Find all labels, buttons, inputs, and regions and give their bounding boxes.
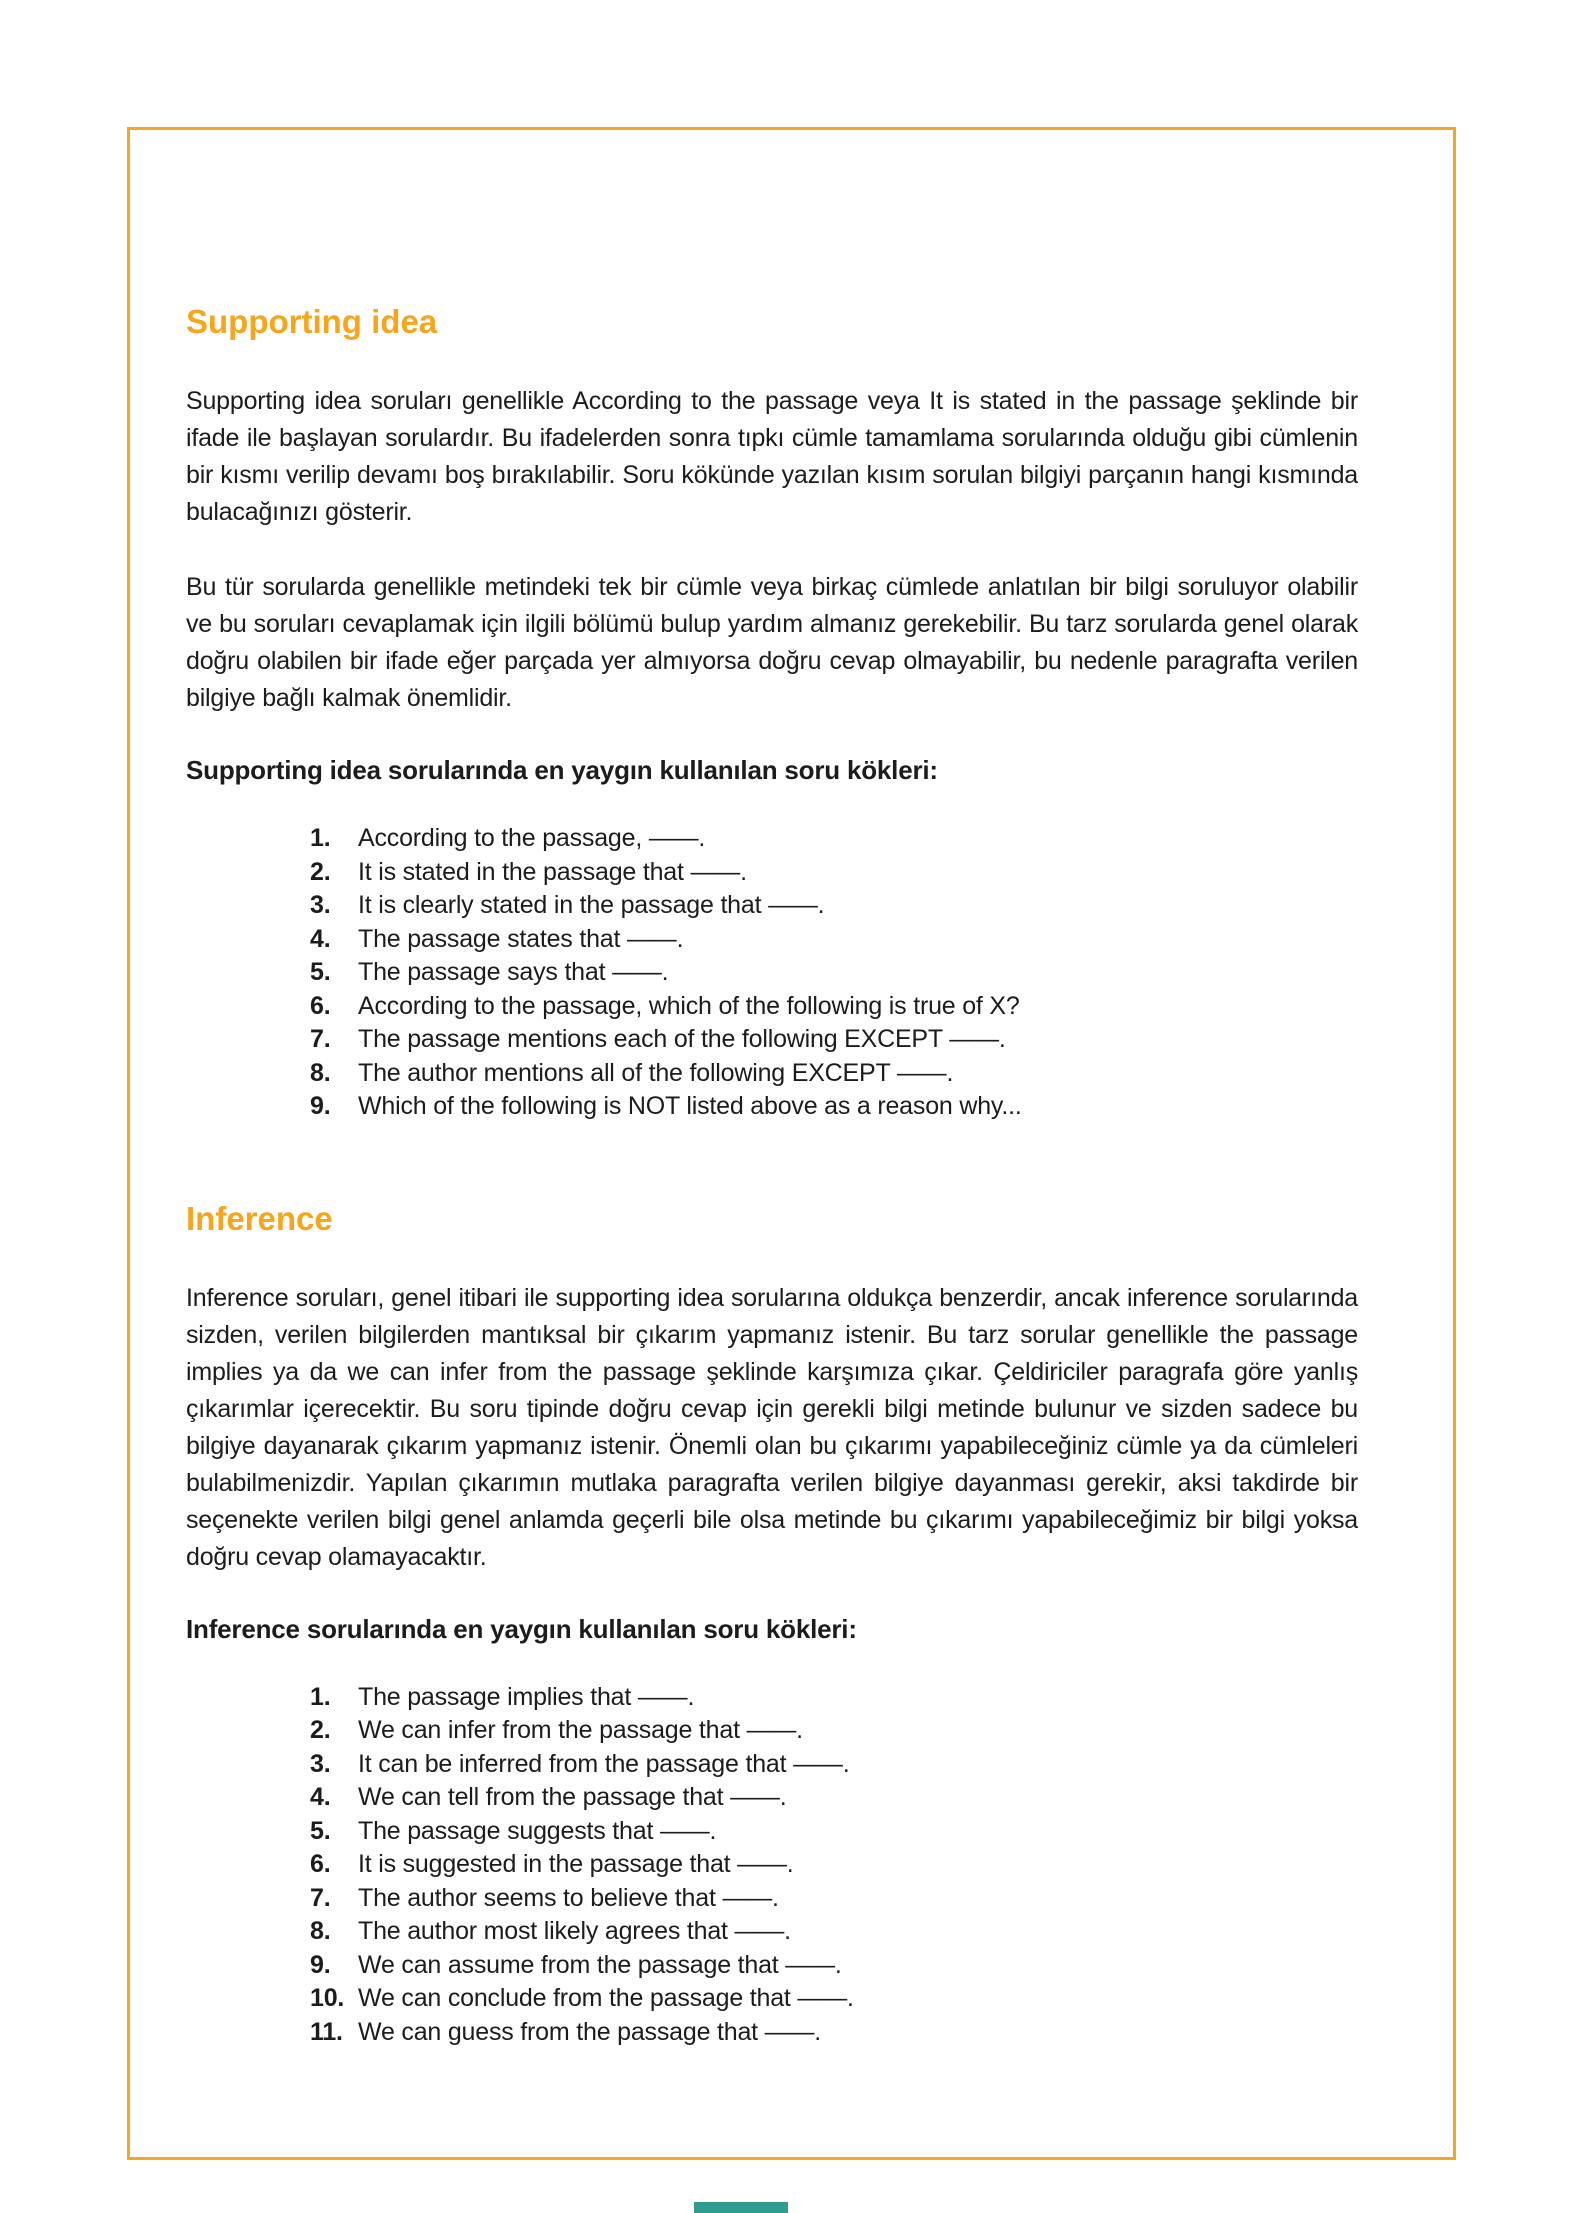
bottom-accent-bar [694, 2202, 788, 2213]
list-item [186, 1057, 1358, 1091]
list-item-text: The passage suggests that ——. [358, 1816, 717, 1845]
list-item-number: 2. [310, 857, 331, 886]
inference-stem-list [186, 1681, 1358, 2050]
list-heading-supporting-idea: Supporting idea sorularında en yaygın kullanılan soru kökleri: [186, 755, 938, 785]
list-item-text: We can conclude from the passage that ——. [358, 1984, 854, 2012]
list-item [186, 1882, 1358, 1916]
list-item-text: According to the passage, ——. [358, 824, 706, 852]
list-item-number: 6. [310, 1850, 331, 1878]
list-item-number: 4. [310, 1783, 331, 1811]
list-item [186, 1949, 1358, 1983]
list-item-number: 2. [310, 1716, 331, 1744]
section-title-supporting-idea: Supporting idea [186, 303, 438, 340]
list-item-text: Which of the following is NOT listed above as a reason why... [358, 1092, 1022, 1120]
list-item-text: We can guess from the passage that ——. [358, 2017, 822, 2046]
list-item [186, 1090, 1358, 1124]
inference-paragraph-1: Inference soruları, genel itibari ile supporting idea sorularına oldukça benzerdir, ancak inference sorularında sizden, verilen bilgilerden mantıksal bir çıkarım yapmanız istenir. Bu tarz sorular genellikle the passage implies ya da we can infer from the passage şeklinde karşımıza çıkar. Çeldiriciler paragrafa göre yanlış çıkarımlar içerecektir. Bu soru tipinde doğru cevap için gerekli bilgi metinde bulunur ve sizden sadece bu bilgiye dayanarak çıkarım yapmanız istenir. Önemli olan bu çıkarımı yapabileceğiniz cümle ya da cümleleri bulabilmenizdir. Yapılan çıkarımın mutlaka paragrafta verilen bilgiye dayanması gerekir, aksi takdirde bir seçenekte verilen bilgi genel anlamda geçerli bile olsa metinde bu çıkarımı yapabileceğimiz bir bilgi yoksa doğru cevap olamayacaktır. [186, 1283, 1358, 1571]
list-item-number: 3. [310, 891, 331, 919]
list-item-number: 9. [310, 1092, 331, 1120]
list-item-number: 8. [310, 1058, 331, 1087]
list-item-number: 1. [310, 824, 331, 852]
section-title-inference: Inference [186, 1199, 333, 1237]
list-item-number: 10. [310, 1984, 345, 2012]
list-item [186, 856, 1358, 890]
list-item-text: The author mentions all of the following EXCEPT ——. [358, 1058, 954, 1087]
list-item-text: The author seems to believe that ——. [358, 1883, 779, 1912]
list-item [186, 1815, 1358, 1849]
list-item-number: 6. [310, 991, 331, 1020]
list-item-number: 1. [310, 1682, 331, 1711]
list-item-text: According to the passage, which of the following is true of X? [358, 991, 1020, 1020]
list-item-text: The passage implies that ——. [358, 1682, 695, 1711]
list-item [186, 1023, 1358, 1057]
list-item [186, 990, 1358, 1024]
list-item-number: 11. [310, 2017, 343, 2046]
list-item [186, 1748, 1358, 1782]
list-item-text: We can tell from the passage that ——. [358, 1783, 787, 1811]
list-item [186, 923, 1358, 957]
list-item-text: It is suggested in the passage that ——. [358, 1850, 794, 1878]
list-item [186, 1915, 1358, 1949]
list-item-text: We can assume from the passage that ——. [358, 1950, 842, 1979]
list-item-number: 7. [310, 1025, 331, 1053]
page-content [186, 0, 1358, 2105]
list-item [186, 1982, 1358, 2016]
supporting-idea-paragraph-2: Bu tür sorularda genellikle metindeki tek bir cümle veya birkaç cümlede anlatılan bir bilgi soruluyor olabilir ve bu soruları cevaplamak için ilgili bölümü bulup yardım almanız gerekebilir. Bu tarz sorularda genel olarak doğru olabilen bir ifade eğer parçada yer almıyorsa doğru cevap olmayabilir, bu nedenle paragrafta verilen bilgiye bağlı kalmak önemlidir. [186, 573, 1358, 712]
list-item-text: The passage says that ——. [358, 958, 669, 986]
list-item [186, 1848, 1358, 1882]
supporting-idea-paragraph-1: Supporting idea soruları genellikle According to the passage veya It is stated in the passage şeklinde bir ifade ile başlayan sorulardır. Bu ifadelerden sonra tıpkı cümle tamamlama sorularında olduğu gibi cümlenin bir kısmı verilip devamı boş bırakılabilir. Soru kökünde yazılan kısım sorulan bilgiyi parçanın hangi kısmında bulacağınızı gösterir. [186, 387, 1358, 526]
list-item-number: 5. [310, 1816, 331, 1845]
list-item [186, 1681, 1358, 1715]
list-item-text: It is clearly stated in the passage that ——. [358, 891, 825, 919]
list-heading-inference: Inference sorularında en yaygın kullanılan soru kökleri: [186, 1613, 857, 1644]
list-item [186, 822, 1358, 856]
list-item-number: 5. [310, 958, 331, 986]
list-item-number: 8. [310, 1917, 331, 1945]
list-item-text: The passage mentions each of the following EXCEPT ——. [358, 1025, 1006, 1053]
list-item-number: 9. [310, 1950, 331, 1979]
supporting-idea-stem-list [186, 822, 1358, 1124]
list-item-text: The passage states that ——. [358, 924, 684, 953]
list-item [186, 1714, 1358, 1748]
list-item-number: 7. [310, 1883, 331, 1912]
list-item [186, 956, 1358, 990]
list-item [186, 1781, 1358, 1815]
list-item-number: 4. [310, 924, 331, 953]
list-item-text: It is stated in the passage that ——. [358, 857, 747, 886]
list-item-number: 3. [310, 1749, 331, 1778]
list-item-text: The author most likely agrees that ——. [358, 1917, 791, 1945]
list-item-text: We can infer from the passage that ——. [358, 1716, 803, 1744]
list-item-text: It can be inferred from the passage that ——. [358, 1749, 850, 1778]
list-item [186, 889, 1358, 923]
list-item [186, 2016, 1358, 2050]
